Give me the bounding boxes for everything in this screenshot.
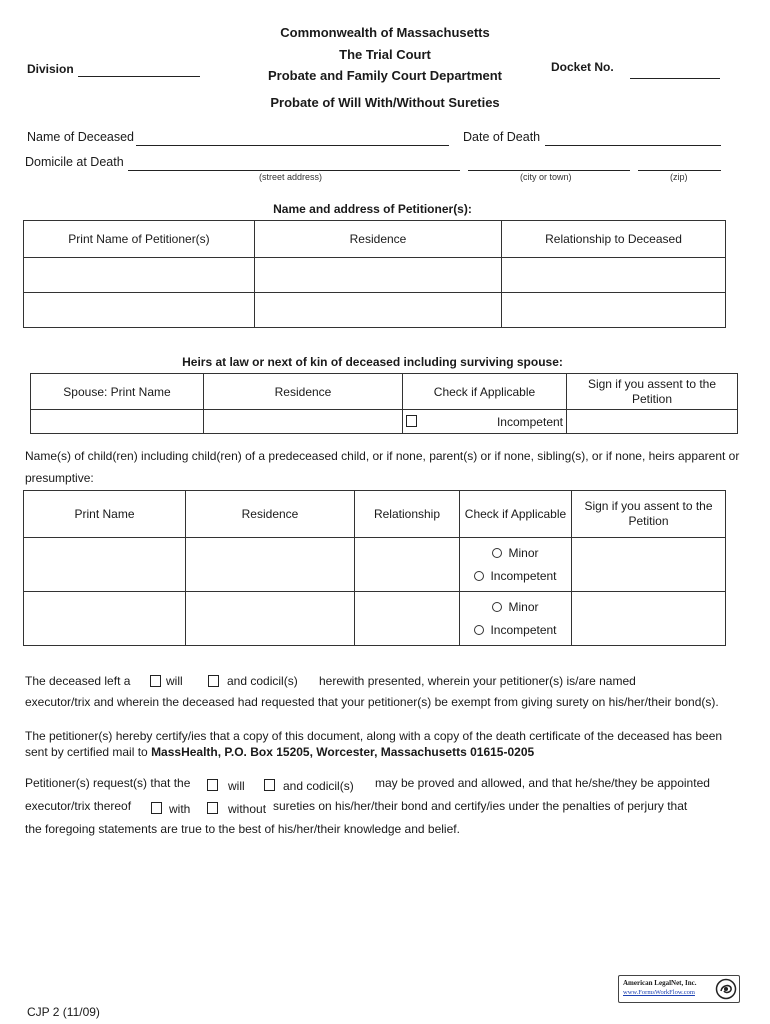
incompetent-option[interactable] [464,619,567,642]
child-assent-cell[interactable] [572,592,726,646]
petitioner-name-cell[interactable] [24,293,255,328]
codicils-label: and codicil(s) [227,674,298,688]
domicile-zip-field[interactable] [638,170,721,171]
name-of-deceased-field[interactable] [136,145,449,146]
col-child-residence: Residence [186,491,355,538]
table-row [24,538,726,592]
table-row [24,293,726,328]
col-child-print-name: Print Name [24,491,186,538]
col-child-check: Check if Applicable [460,491,572,538]
spouse-header-row [31,374,738,410]
child-relationship-cell[interactable] [355,592,460,646]
request-will-checkbox[interactable] [207,779,218,791]
american-legalnet-logo[interactable] [618,975,740,1003]
division-label: Division [27,62,74,76]
herewith-text: herewith presented, wherein your petitioner(s) is/are named [319,674,636,688]
petitioner-relationship-cell[interactable] [502,258,726,293]
date-of-death-field[interactable] [545,145,721,146]
request-prefix: Petitioner(s) request(s) that the [25,776,191,790]
date-of-death-label: Date of Death [463,130,541,144]
children-instructions: Name(s) of child(ren) including child(ren) of a predeceased child, or if none, parent(s) or if none, sibling(s), or if none, heirs apparent or presumptive: [25,449,740,485]
petitioners-heading: Name and address of Petitioner(s): [273,202,472,216]
children-table [23,490,726,646]
spouse-incompetent-label: Incompetent [496,414,563,429]
col-spouse-residence: Residence [204,374,403,410]
zip-caption: (zip) [670,172,688,182]
street-address-caption: (street address) [259,172,323,182]
col-residence: Residence [255,221,502,258]
child-residence-cell[interactable] [186,592,355,646]
petitioner-residence-cell[interactable] [255,258,502,293]
child-assent-cell[interactable] [572,538,726,592]
logo-url-link[interactable]: www.FormsWorkFlow.com [623,989,695,996]
header-department: Probate and Family Court Department [267,68,503,83]
city-caption: (city or town) [520,172,572,182]
executor-text: executor/trix and wherein the deceased had requested that your petitioner(s) be exempt from giving surety on his/her/their bond(s). [25,695,719,709]
domicile-street-field[interactable] [128,170,460,171]
petitioners-table [23,220,726,328]
domicile-city-field[interactable] [468,170,630,171]
col-spouse-assent: Sign if you assent to the Petition [567,374,738,410]
child-check-cell [460,538,572,592]
petitioner-relationship-cell[interactable] [502,293,726,328]
request-codicils-label: and codicil(s) [283,779,354,793]
minor-option[interactable] [464,542,567,565]
spouse-check-cell [403,410,567,434]
with-label: with [169,802,191,816]
incompetent-radio[interactable] [474,571,484,581]
col-child-relationship: Relationship [355,491,460,538]
foregoing-text: the foregoing statements are true to the best of his/her/their knowledge and belief. [25,822,460,836]
spouse-table [30,373,738,434]
child-name-cell[interactable] [24,538,186,592]
spouse-incompetent-checkbox[interactable] [406,415,417,427]
logo-company-name: American LegalNet, Inc. [623,979,697,987]
request-will-label: will [228,779,245,793]
request-suffix: may be proved and allowed, and that he/she/they be appointed [375,776,710,790]
codicils-checkbox[interactable] [208,675,219,687]
spouse-residence-cell[interactable] [204,410,403,434]
form-title: Probate of Will With/Without Sureties [270,95,500,110]
child-name-cell[interactable] [24,592,186,646]
header-commonwealth: Commonwealth of Massachusetts [280,25,490,40]
with-sureties-checkbox[interactable] [151,802,162,814]
header-trial-court: The Trial Court [339,47,431,62]
minor-option[interactable] [464,596,567,619]
children-header-row [24,491,726,538]
docket-field[interactable] [630,78,720,79]
will-label: will [166,674,183,688]
name-of-deceased-label: Name of Deceased [27,130,135,144]
child-residence-cell[interactable] [186,538,355,592]
petitioner-residence-cell[interactable] [255,293,502,328]
executor-thereof-text: executor/trix thereof [25,799,132,813]
table-row [24,592,726,646]
col-child-assent: Sign if you assent to the Petition [572,491,726,538]
form-id: CJP 2 (11/09) [27,1005,100,1019]
heirs-heading: Heirs at law or next of kin of deceased including surviving spouse: [182,355,563,369]
child-relationship-cell[interactable] [355,538,460,592]
will-checkbox[interactable] [150,675,161,687]
incompetent-option[interactable] [464,565,567,588]
minor-radio[interactable] [492,548,502,558]
col-relationship-to-deceased: Relationship to Deceased [502,221,726,258]
col-spouse-check: Check if Applicable [403,374,567,410]
incompetent-radio[interactable] [474,625,484,635]
col-print-name-petitioner: Print Name of Petitioner(s) [24,221,255,258]
col-spouse-print-name: Spouse: Print Name [31,374,204,410]
petitioner-name-cell[interactable] [24,258,255,293]
table-row [31,410,738,434]
domicile-label: Domicile at Death [25,155,124,169]
without-sureties-checkbox[interactable] [207,802,218,814]
minor-label: Minor [508,545,539,560]
docket-label: Docket No. [551,60,614,74]
request-codicils-checkbox[interactable] [264,779,275,791]
minor-radio[interactable] [492,602,502,612]
child-check-cell [460,592,572,646]
without-label: without [228,802,267,816]
sureties-text: sureties on his/her/their bond and certify/ies under the penalties of perjury that [273,799,688,813]
masshealth-address: MassHealth, P.O. Box 15205, Worcester, Massachusetts 01615-0205 [151,745,535,759]
table-row [24,258,726,293]
incompetent-label: Incompetent [490,568,557,583]
spouse-name-cell[interactable] [31,410,204,434]
minor-label: Minor [508,599,539,614]
certify-text: The petitioner(s) hereby certify/ies that a copy of this document, along with a copy of the death certificate of the deceased has been sent by certified mail to [25,729,723,759]
incompetent-label: Incompetent [490,622,557,637]
division-field[interactable] [78,76,200,77]
petitioners-header-row [24,221,726,258]
legalnet-emblem-icon [715,978,737,1000]
certify-paragraph [25,728,740,760]
deceased-left-text: The deceased left a [25,674,131,688]
spouse-assent-cell[interactable] [567,410,738,434]
